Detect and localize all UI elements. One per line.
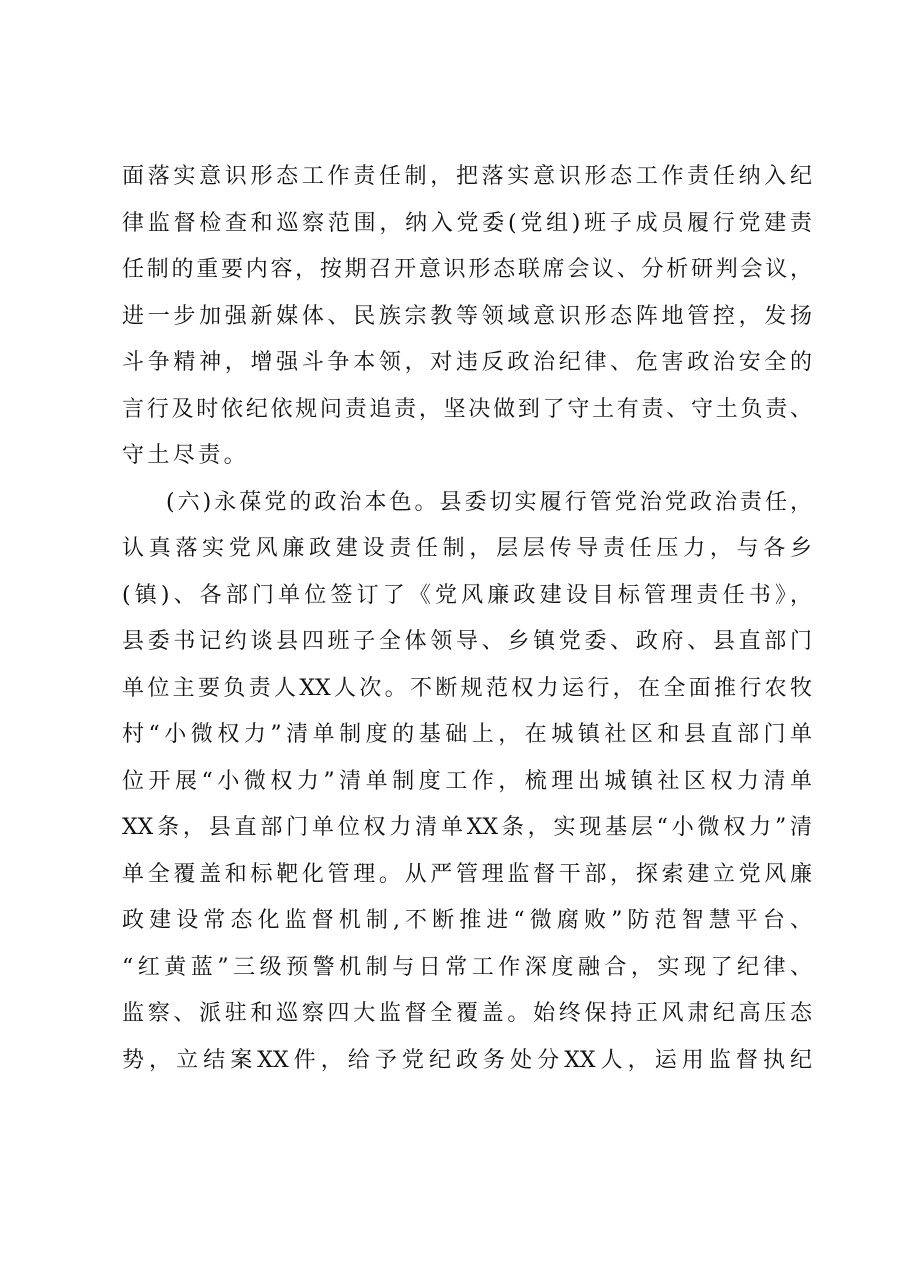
- document-body: [122, 154, 812, 1084]
- text-line: 认真落实党风廉政建设责任制，层层传导责任压力，与各乡: [122, 536, 812, 561]
- section-heading-line: (六)永葆党的政治本色。县委切实履行管党治党政治责任，: [166, 489, 812, 515]
- paragraph-end-line: 守土尽责。: [122, 443, 250, 468]
- text-line: 任制的重要内容，按期召开意识形态联席会议、分析研判会议，: [122, 257, 812, 282]
- text-line: 政建设常态化监督机制,不断推进“微腐败”防范智慧平台、: [122, 908, 812, 933]
- text-line: 斗争精神，增强斗争本领，对违反政治纪律、危害政治安全的: [122, 350, 812, 375]
- text-line: 村“小微权力”清单制度的基础上，在城镇社区和县直部门单: [122, 722, 812, 747]
- text-line: 言行及时依纪依规问责追责，坚决做到了守土有责、守土负责、: [122, 396, 812, 422]
- text-line: 位开展“小微权力”清单制度工作，梳理出城镇社区权力清单: [122, 768, 812, 794]
- text-line: “红黄蓝”三级预警机制与日常工作深度融合，实现了纪律、: [122, 954, 812, 980]
- text-line: 面落实意识形态工作责任制，把落实意识形态工作责任纳入纪: [122, 164, 812, 189]
- text-line: 县委书记约谈县四班子全体领导、乡镇党委、政府、县直部门: [122, 629, 812, 654]
- text-line: XX条，县直部门单位权力清单XX条，实现基层“小微权力”清: [122, 815, 812, 840]
- text-line: 监察、派驻和巡察四大监督全覆盖。始终保持正风肃纪高压态: [122, 1001, 812, 1026]
- text-line: (镇)、各部门单位签订了《党风廉政建设目标管理责任书》，: [122, 582, 812, 608]
- text-line: 势，立结案XX件，给予党纪政务处分XX人，运用监督执纪: [122, 1047, 812, 1073]
- text-line: 单位主要负责人XX人次。不断规范权力运行，在全面推行农牧: [122, 675, 812, 701]
- text-line: 单全覆盖和标靶化管理。从严管理监督干部，探索建立党风廉: [122, 861, 812, 887]
- text-line: 律监督检查和巡察范围，纳入党委(党组)班子成员履行党建责: [122, 210, 812, 236]
- text-line: 进一步加强新媒体、民族宗教等领域意识形态阵地管控，发扬: [122, 303, 812, 329]
